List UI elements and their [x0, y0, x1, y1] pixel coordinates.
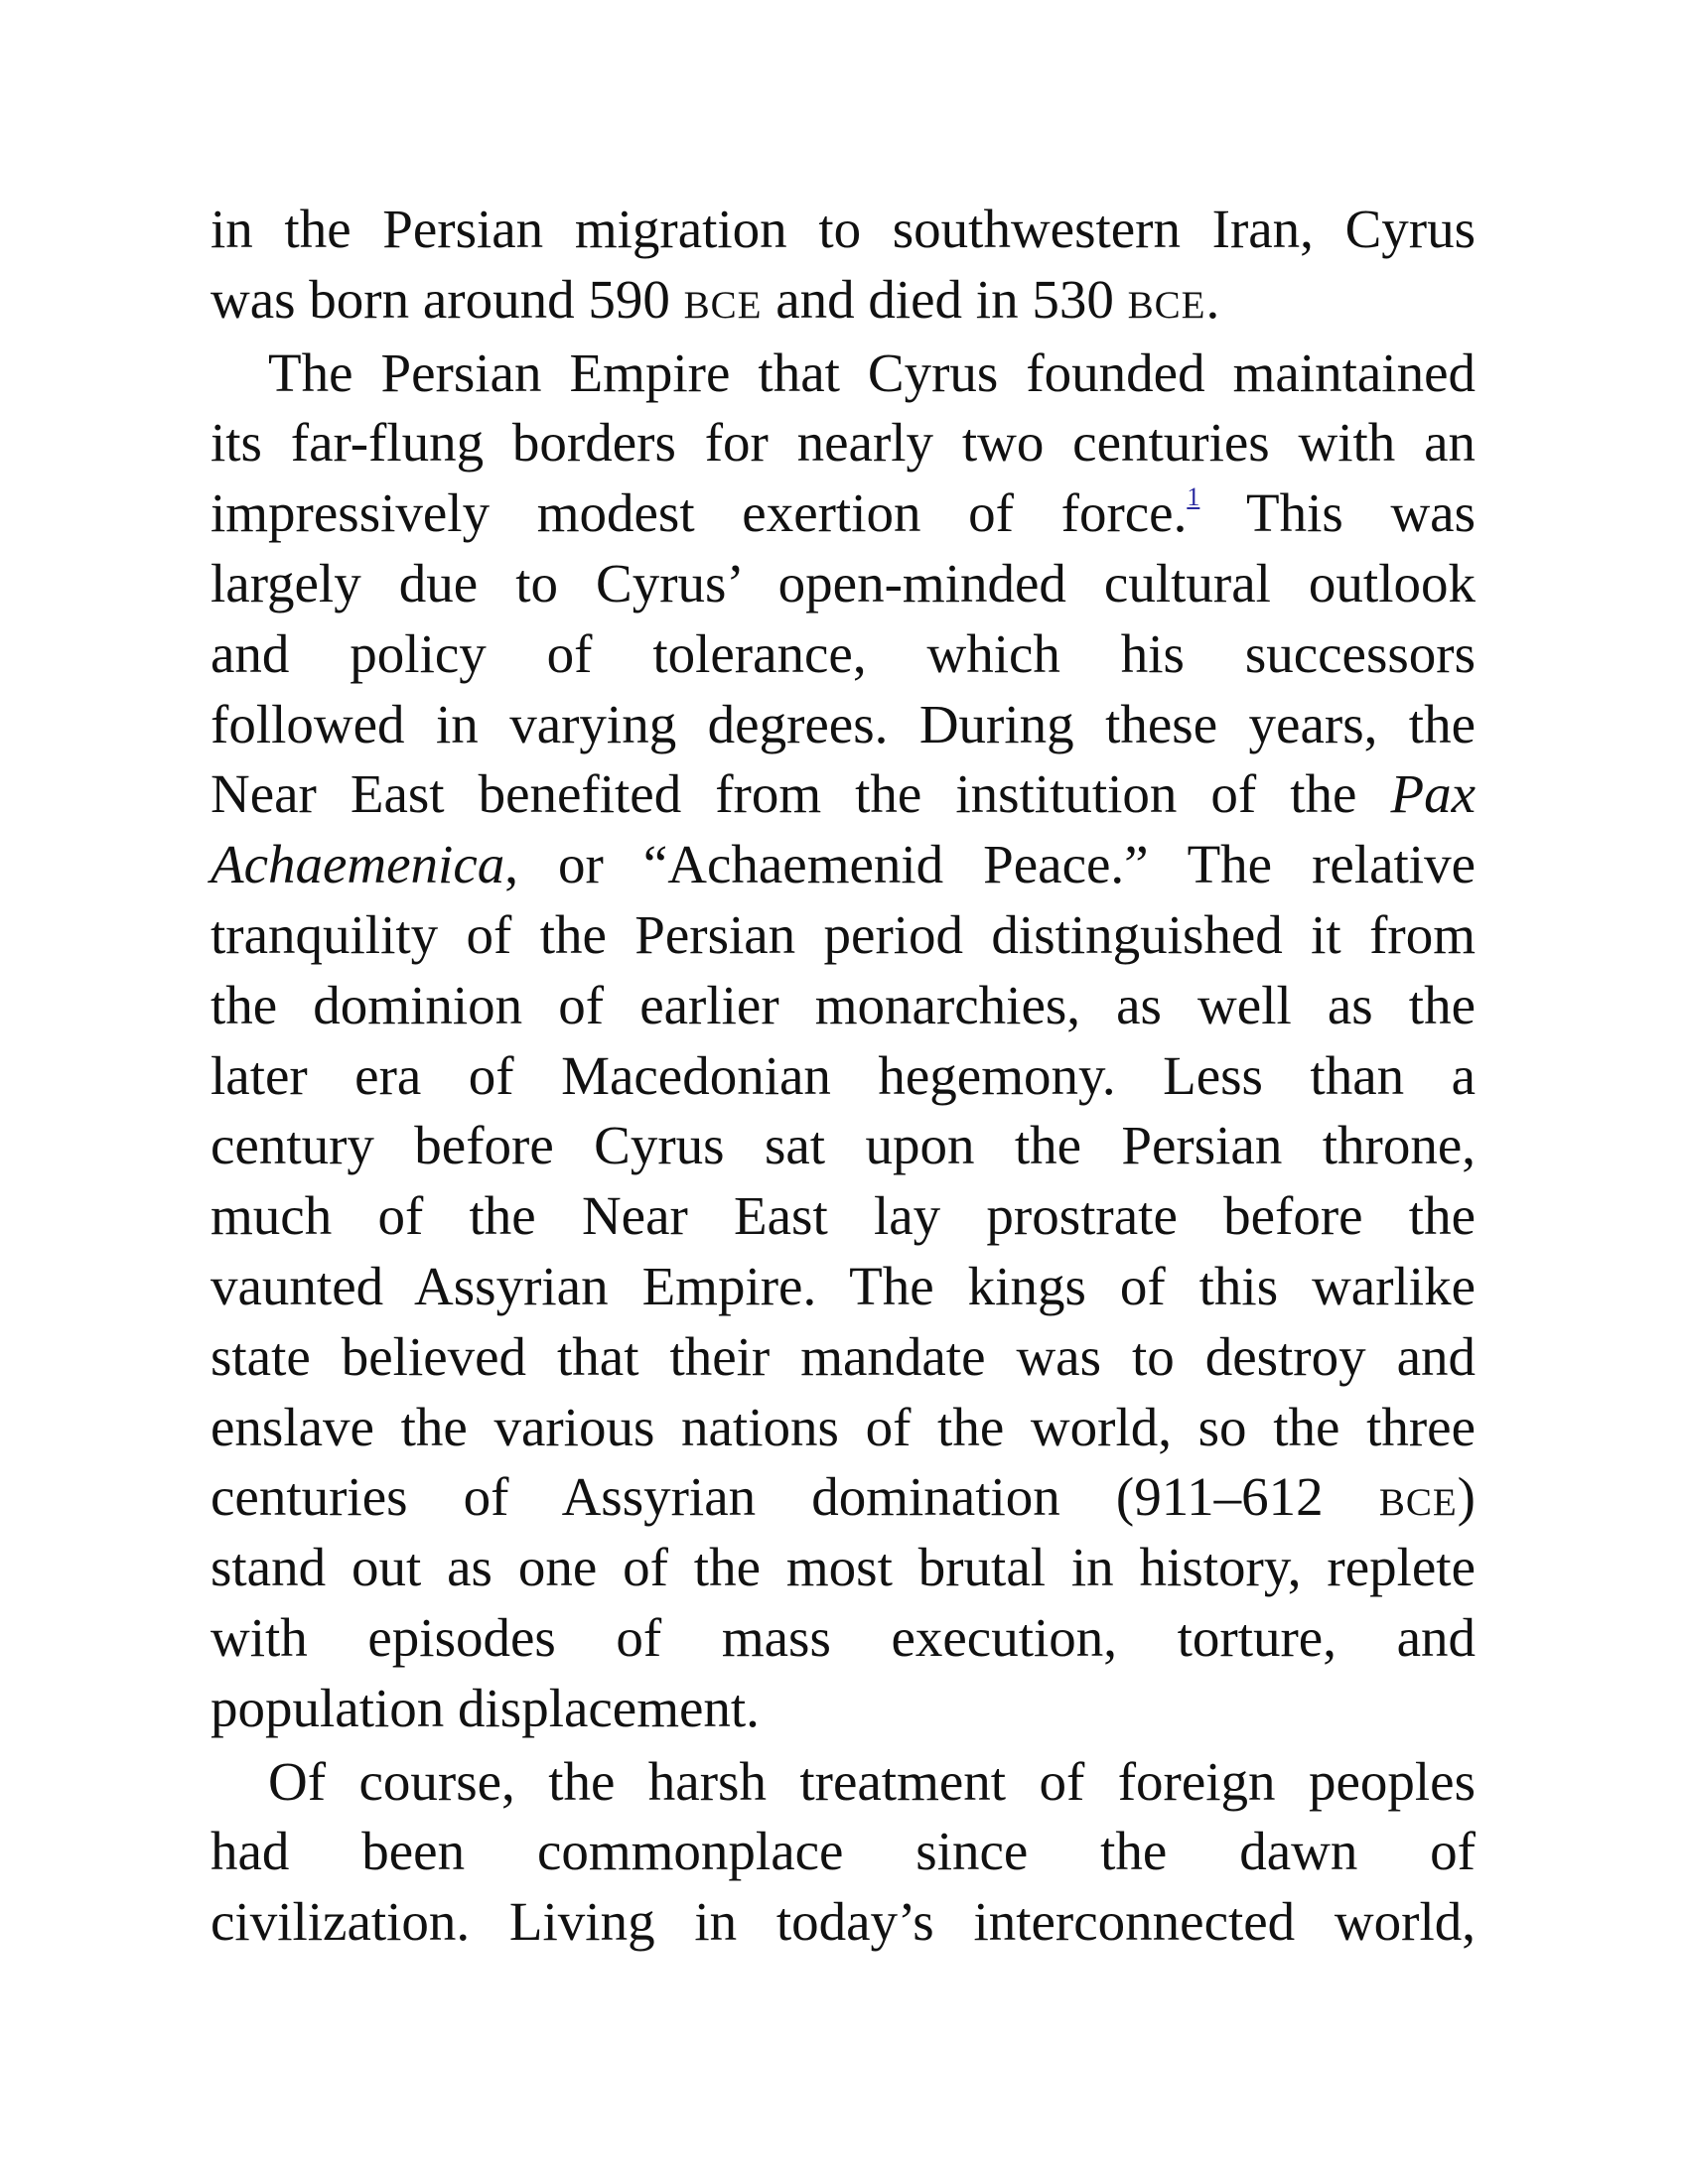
text-line: the dominion of earlier monarchies, as well as the — [211, 974, 1476, 1035]
text-span: This was — [1199, 482, 1476, 544]
text-line: stand out as one of the most brutal in history, replete — [211, 1537, 1476, 1598]
paragraph-1 — [211, 195, 1476, 336]
text-line: followed in varying degrees. During these years, the — [211, 693, 1476, 754]
paragraph-2 — [211, 339, 1476, 1744]
text-span: Near East benefited from the institution of the — [211, 763, 1391, 825]
text-span: and died in 530 — [762, 268, 1128, 330]
text-span: centuries of Assyrian domination (911–612 — [211, 1466, 1379, 1528]
era-abbreviation: BCE — [1378, 1481, 1458, 1525]
italic-term: Pax — [1390, 763, 1476, 825]
text-line: The Persian Empire that Cyrus founded maintained — [268, 341, 1476, 403]
text-line: and policy of tolerance, which his successors — [211, 622, 1476, 684]
text-line: century before Cyrus sat upon the Persian throne, — [211, 1115, 1476, 1176]
text-span: was born around 590 — [211, 268, 684, 330]
text-span: impressively modest exertion of force. — [211, 482, 1188, 544]
text-line: with episodes of mass execution, torture, and — [211, 1606, 1476, 1668]
text-line: later era of Macedonian hegemony. Less than a — [211, 1044, 1476, 1106]
text-line — [211, 478, 1476, 549]
text-line: civilization. Living in today’s interconnected world, — [211, 1891, 1476, 1953]
text-line — [211, 830, 1476, 900]
era-abbreviation: BCE — [1127, 283, 1206, 327]
text-span: ) — [1457, 1466, 1476, 1528]
text-span: , or “Achaemenid Peace.” The relative — [504, 834, 1476, 895]
text-line — [211, 265, 1476, 336]
text-line: much of the Near East lay prostrate before the — [211, 1185, 1476, 1247]
footnote-link[interactable]: 1 — [1187, 482, 1200, 512]
paragraph-3 — [211, 1747, 1476, 1958]
text-line: state believed that their mandate was to destroy and — [211, 1325, 1476, 1387]
text-line: Of course, the harsh treatment of foreign peoples — [268, 1750, 1476, 1812]
text-line — [211, 1462, 1476, 1533]
text-line: in the Persian migration to southwestern Iran, Cyrus — [211, 199, 1476, 259]
text-line: population displacement. — [211, 1677, 760, 1738]
era-abbreviation: BCE — [683, 283, 763, 327]
text-line: tranquility of the Persian period distinguished it from — [211, 903, 1476, 965]
text-line: largely due to Cyrus’ open-minded cultural outlook — [211, 552, 1476, 614]
text-line: vaunted Assyrian Empire. The kings of this warlike — [211, 1255, 1476, 1316]
document-page — [211, 195, 1476, 1958]
text-line: its far-flung borders for nearly two centuries with an — [211, 412, 1476, 474]
italic-term: Achaemenica — [211, 834, 505, 895]
text-line: had been commonplace since the dawn of — [211, 1821, 1476, 1882]
text-line — [211, 759, 1476, 830]
text-span: . — [1205, 268, 1220, 330]
text-line: enslave the various nations of the world, so the three — [211, 1396, 1476, 1457]
